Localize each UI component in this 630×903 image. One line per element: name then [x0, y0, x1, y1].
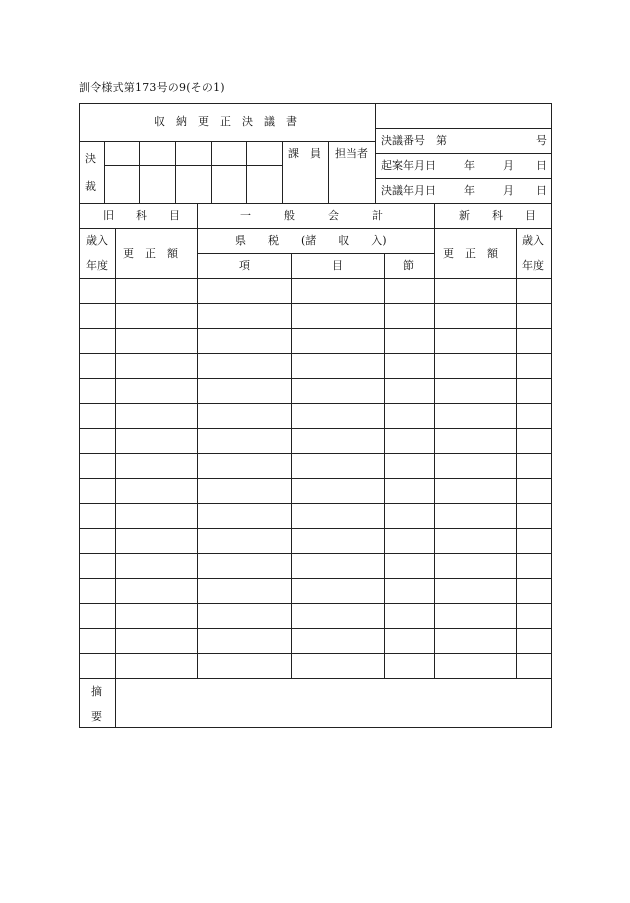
tantousha-label: 担当者 — [335, 147, 368, 160]
kessai-col-6 — [328, 141, 329, 203]
kessai-mid-line — [104, 165, 282, 166]
kian-date-hi: 日 — [536, 159, 547, 172]
kesshi-date-tsuki: 月 — [503, 184, 514, 197]
ka-in-label: 課 員 — [288, 147, 321, 160]
kessai-col-0 — [104, 141, 105, 203]
row-line — [79, 478, 552, 479]
right-line-1 — [375, 128, 552, 129]
row-line — [79, 628, 552, 629]
rows-bottom — [79, 678, 552, 679]
kian-date-nen: 年 — [464, 159, 475, 172]
kesshi-date-nen: 年 — [464, 184, 475, 197]
row-line — [79, 378, 552, 379]
kesshi-date-label: 決議年月日 — [381, 184, 436, 197]
kesshi-bangou-suffix: 号 — [536, 134, 547, 147]
row-line — [79, 453, 552, 454]
col-line-4 — [384, 253, 385, 678]
row-line — [79, 578, 552, 579]
row-line — [79, 328, 552, 329]
kesshi-bangou-label: 決議番号 第 — [381, 134, 447, 147]
right-line-2 — [375, 153, 552, 154]
kesshi-date-hi: 日 — [536, 184, 547, 197]
row-line — [79, 603, 552, 604]
kessai-col-1 — [139, 141, 140, 203]
row-line — [79, 553, 552, 554]
border-top — [79, 103, 552, 104]
row-line — [79, 503, 552, 504]
kenzei-header: 県 税 (諸 収 入) — [235, 234, 387, 247]
old-kousei-gaku-label: 更 正 額 — [123, 247, 178, 260]
col-line-3 — [291, 253, 292, 678]
ippan-kaikei-header: 一 般 会 計 — [240, 209, 383, 222]
kian-date-label: 起案年月日 — [381, 159, 436, 172]
kessai-col-4 — [246, 141, 247, 203]
row-line — [79, 403, 552, 404]
header-bottom — [79, 203, 552, 204]
tekiyou-label-1: 摘 — [91, 685, 102, 698]
shin-kamoku-header: 新 科 目 — [459, 209, 536, 222]
row-line — [79, 528, 552, 529]
old-sainyu-label: 歳入 — [86, 234, 108, 247]
kenzei-underline — [197, 253, 434, 254]
new-nendo-label: 年度 — [522, 259, 544, 272]
kessai-col-2 — [175, 141, 176, 203]
row-line — [79, 428, 552, 429]
kian-date-tsuki: 月 — [503, 159, 514, 172]
kessai-label-1: 決 — [85, 152, 96, 165]
border-left — [79, 103, 80, 728]
right-line-3 — [375, 178, 552, 179]
setsu-header: 節 — [403, 259, 414, 272]
form-caption: 訓令様式第173号の9(その1) — [79, 81, 225, 94]
col-line-2 — [197, 203, 198, 678]
new-kousei-gaku-label: 更 正 額 — [443, 247, 498, 260]
kessai-col-5 — [282, 141, 283, 203]
kou-header: 項 — [239, 259, 250, 272]
old-nendo-label: 年度 — [86, 259, 108, 272]
new-sainyu-label: 歳入 — [522, 234, 544, 247]
border-right — [551, 103, 552, 728]
form-title: 収 納 更 正 決 議 書 — [154, 115, 297, 128]
row-line — [79, 353, 552, 354]
kessai-col-3 — [211, 141, 212, 203]
moku-header: 目 — [332, 259, 343, 272]
section-header-bottom — [79, 228, 552, 229]
column-header-bottom — [79, 278, 552, 279]
tekiyou-divider — [115, 678, 116, 728]
border-bottom — [79, 727, 552, 728]
col-line-5 — [434, 203, 435, 678]
kyu-kamoku-header: 旧 科 目 — [103, 209, 180, 222]
row-line — [79, 303, 552, 304]
correction-resolution-form — [79, 103, 552, 728]
title-underline — [79, 141, 376, 142]
row-line — [79, 653, 552, 654]
tekiyou-label-2: 要 — [91, 710, 102, 723]
kessai-label-2: 裁 — [85, 180, 96, 193]
